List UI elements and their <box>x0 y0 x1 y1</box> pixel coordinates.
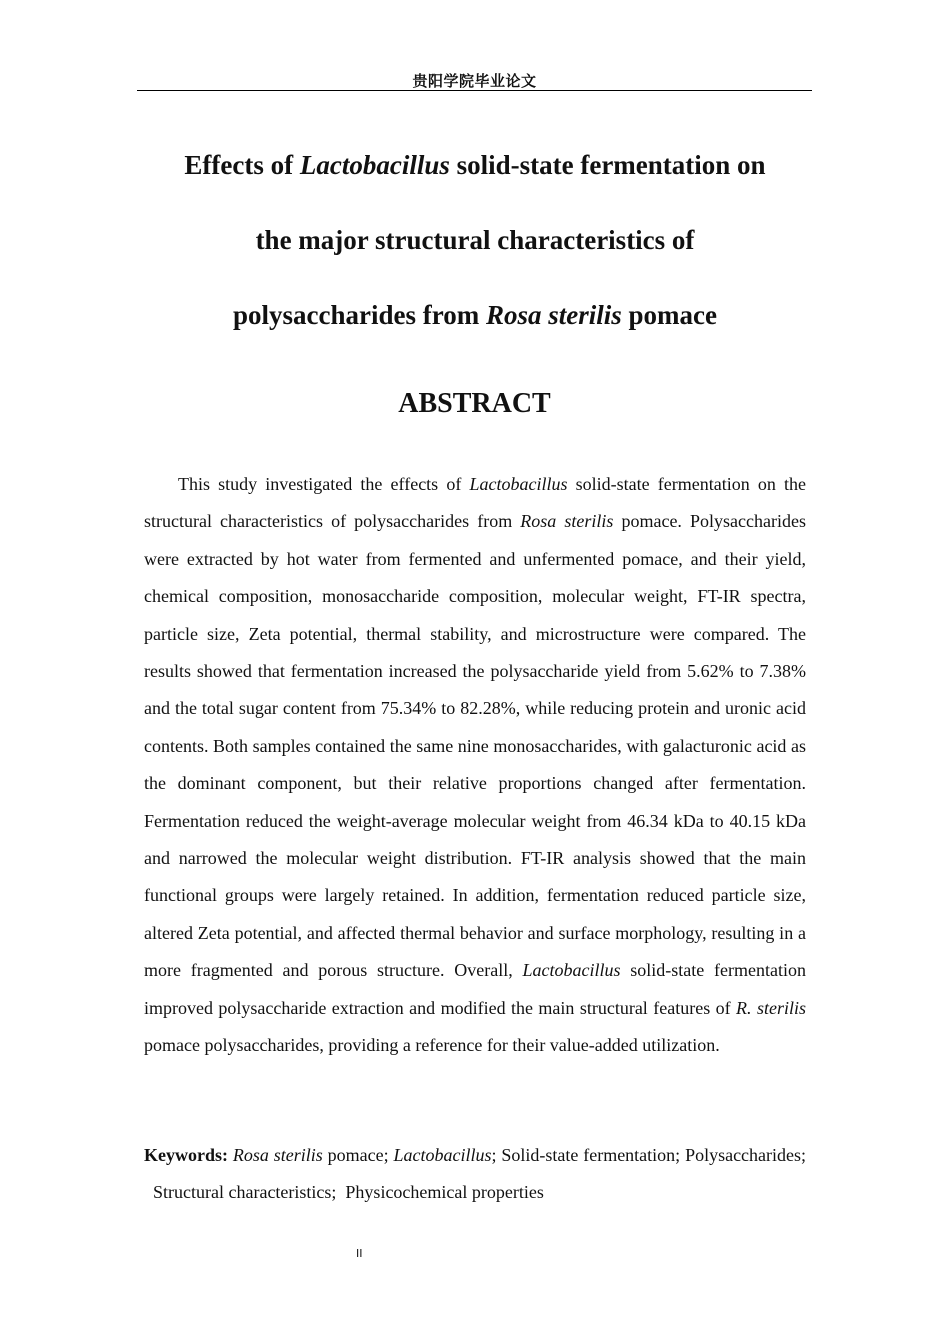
title-text: Effects of <box>184 150 300 180</box>
abstract-paragraph <box>144 466 806 1065</box>
keyword-text: Physicochemical properties <box>345 1182 544 1203</box>
title-text: pomace <box>621 300 717 330</box>
title-line-3 <box>100 295 850 370</box>
keyword-italic: Lactobacillus <box>393 1145 492 1165</box>
abstract-italic: Lactobacillus <box>469 474 568 494</box>
title-text: polysaccharides from <box>233 300 486 330</box>
keyword-italic: Rosa sterilis <box>232 1145 323 1165</box>
abstract-italic: R. sterilis <box>736 997 806 1018</box>
abstract-text: solid-state fermentation improved polysaccharide extraction and modified the main structural features of <box>144 960 806 1018</box>
title-italic-genus: Lactobacillus <box>299 150 450 180</box>
keywords-label: Keywords: <box>144 1145 228 1165</box>
keywords <box>144 1137 806 1212</box>
keyword-text: Polysaccharides; <box>685 1145 807 1165</box>
keyword-text: Structural characteristics; <box>153 1182 337 1203</box>
abstract-text: pomace. Polysaccharides were extracted by hot water from fermented and unfermented pomace, and their yield, chemical composition, monosaccharide composition, molecular weight, FT-IR spectra, particle size, Zeta potential, thermal stability, and microstructure were compared. The results showed that fermentation increased the polysaccharide yield from 5.62% to 7.38% and the total sugar content from 75.34% to 82.28%, while reducing protein and uronic acid contents. Both samples contained the same nine monosaccharides, with galacturonic acid as the dominant component, but their relative proportions changed after fermentation. Fermentation reduced the weight-average molecular weight from 46.34 kDa to 40.15 kDa and narrowed the molecular weight distribution. FT-IR analysis showed that the main functional groups were largely retained. In addition, fermentation reduced particle size, altered Zeta potential, and affected thermal behavior and surface morphology, resulting in a more fragmented and porous structure. Overall, <box>144 511 806 981</box>
keyword-text: pomace; <box>322 1145 389 1165</box>
abstract-text: solid-state fermentation on the structural characteristics of polysaccharides from <box>144 474 807 532</box>
keyword-text: Solid-state fermentation; <box>501 1145 681 1165</box>
abstract-italic: Rosa sterilis <box>520 511 614 532</box>
abstract-text: This study investigated the effects of <box>178 474 470 494</box>
abstract-text: pomace polysaccharides, providing a reference for their value-added utilization. <box>144 1035 720 1056</box>
title-italic-species: Rosa sterilis <box>485 300 622 330</box>
abstract-heading: ABSTRACT <box>398 388 551 419</box>
page-number: II <box>356 1247 363 1260</box>
title-text: solid-state fermentation on <box>449 150 766 180</box>
header-rule <box>137 90 812 91</box>
title-line-2: the major structural characteristics of <box>255 225 695 255</box>
keyword-text: ; <box>491 1145 497 1165</box>
page-header: 贵阳学院毕业论文 <box>412 72 537 90</box>
paper-title <box>100 145 850 370</box>
abstract-italic: Lactobacillus <box>522 960 621 981</box>
title-line-1 <box>100 145 850 220</box>
